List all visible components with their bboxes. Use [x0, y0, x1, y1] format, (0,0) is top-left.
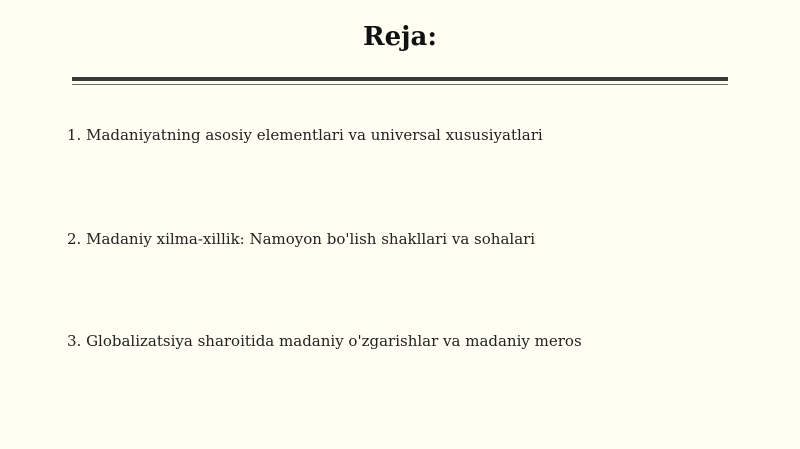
plan-item-3: 3. Globalizatsiya sharoitida madaniy o'zgarishlar va madaniy meros [67, 332, 582, 350]
title-divider-thin [72, 84, 728, 85]
plan-item-2: 2. Madaniy xilma-xillik: Namoyon bo'lish shakllari va sohalari [67, 230, 536, 248]
slide-title: Reja: [362, 22, 437, 52]
title-divider-thick [72, 77, 728, 81]
plan-item-1: 1. Madaniyatning asosiy elementlari va universal xususiyatlari [67, 126, 543, 144]
